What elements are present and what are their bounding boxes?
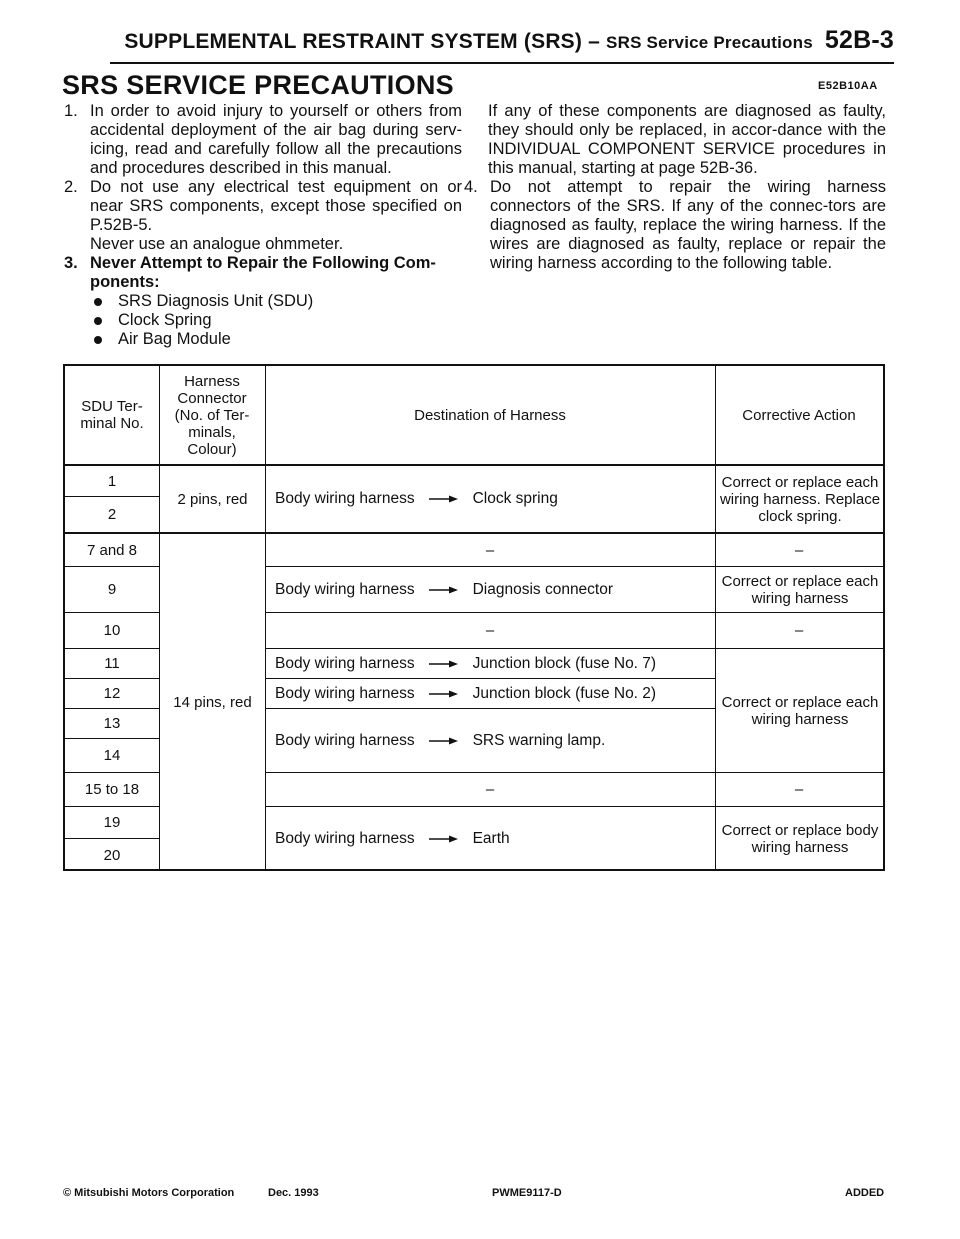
precaution-2: 2. Do not use any electrical test equipment on or near SRS components, except those specified on P.52B-5. Never use an analogue ohmmeter. [64,178,462,253]
precaution-4: 4. Do not attempt to repair the wiring harness connectors of the SRS. If any of the connec-tors are diagnosed as faulty, replace the wiring harness. If the wires are diagnosed as faulty, replace or repair the wiring harness according to the following table. [464,178,886,272]
header-destination: Destination of Harness [414,406,566,424]
destination-row: Body wiring harness Clock spring [275,490,558,507]
terminal-cell: 11 [104,655,120,672]
precaution-1: 1. In order to avoid injury to yourself or others from accidental deployment of the air bag during serv-icing, read and carefully follow all the precautions and procedures described in this manual. [64,102,462,177]
footer-doc-number: PWME9117-D [492,1187,562,1199]
precaution-4-text: Do not attempt to repair the wiring harness connectors of the SRS. If any of the connec-tors are diagnosed as faulty, replace the wiring harness. If the wires are diagnosed as faulty, replace or repair the wiring harness according to the following table. [490,178,886,272]
harness-table [63,364,885,871]
arrow-right-icon [429,659,459,669]
precaution-2-extra: Never use an analogue ohmmeter. [90,235,344,253]
destination-row: Body wiring harness Earth [275,830,510,847]
replacement-paragraph: If any of these components are diagnosed as faulty, they should only be replaced, in accor-dance with the INDIVIDUAL COMPONENT SERVICE procedures in this manual, starting at page 52B-36. [488,102,886,177]
footer-copyright: © Mitsubishi Motors Corporation [63,1187,235,1199]
header-text [124,26,894,55]
terminal-cell: 13 [103,715,121,732]
footer-date: Dec. 1993 [268,1187,319,1199]
arrow-right-icon [429,736,459,746]
section-code: E52B10AA [818,80,878,92]
component-list [62,292,462,349]
page-header [110,26,894,64]
action-cell: Correct or replace each wiring harness. Replace clock spring. [719,473,881,525]
section-title: SRS SERVICE PRECAUTIONS [62,70,454,100]
terminal-cell: 7 and 8 [86,541,138,559]
terminal-cell: 20 [103,846,121,864]
action-cell: Correct or replace each wiring harness [721,693,879,728]
terminal-cell: 10 [103,622,121,639]
connector-cell: 2 pins, red [177,490,248,508]
footer-status: ADDED [845,1187,885,1199]
destination-row: Body wiring harness SRS warning lamp. [275,731,606,749]
page-number: 52B-3 [824,26,894,54]
terminal-cell: 14 [103,747,121,764]
arrow-right-icon [429,834,459,844]
precaution-2-text: Do not use any electrical test equipment on or near SRS components, except those specified on P.52B-5. [90,178,462,234]
arrow-right-icon [429,689,459,699]
terminal-cell: 9 [107,581,117,598]
destination-dash: – [485,781,495,798]
action-cell: Correct or replace each wiring harness [721,572,879,607]
destination-row: Body wiring harness Diagnosis connector [275,580,614,598]
right-column [464,102,886,273]
action-dash: – [794,781,804,798]
header-action: Corrective Action [742,406,856,424]
list-item: Air Bag Module [62,330,462,349]
bullet-icon [94,336,102,344]
terminal-cell: 15 to 18 [84,781,140,798]
action-dash: – [794,541,804,559]
bullet-icon [94,298,102,306]
destination-row: Body wiring harness Junction block (fuse No. 7) [275,654,657,672]
destination-row: Body wiring harness Junction block (fuse No. 2) [275,684,657,702]
precaution-3: 3. Never Attempt to Repair the Following Com-ponents: [62,254,462,292]
terminal-cell: 12 [103,685,121,702]
list-item: SRS Diagnosis Unit (SDU) [62,292,462,311]
left-column [62,102,462,349]
arrow-right-icon [429,585,459,595]
header-subtitle: SRS Service Precautions [606,33,813,52]
arrow-right-icon [429,494,459,504]
bullet-icon [94,317,102,325]
terminal-cell: 1 [107,472,117,490]
action-cell: Correct or replace body wiring harness [721,822,879,856]
list-item: Clock Spring [62,311,462,330]
precaution-3-text: Never Attempt to Repair the Following Com-ponents: [90,254,436,291]
header-title: SUPPLEMENTAL RESTRAINT SYSTEM (SRS) – [124,30,600,53]
connector-cell: 14 pins, red [173,694,252,711]
action-dash: – [794,622,804,639]
destination-dash: – [485,541,495,559]
destination-dash: – [485,622,495,639]
terminal-cell: 19 [103,814,121,831]
terminal-cell: 2 [107,506,117,523]
header-terminal: SDU Ter-minal No. [80,398,144,432]
precaution-1-text: In order to avoid injury to yourself or others from accidental deployment of the air bag during serv-icing, read and carefully follow all the precautions and procedures described in this manual. [90,102,462,177]
header-connector: Harness Connector (No. of Ter-minals, Colour) [174,372,250,458]
